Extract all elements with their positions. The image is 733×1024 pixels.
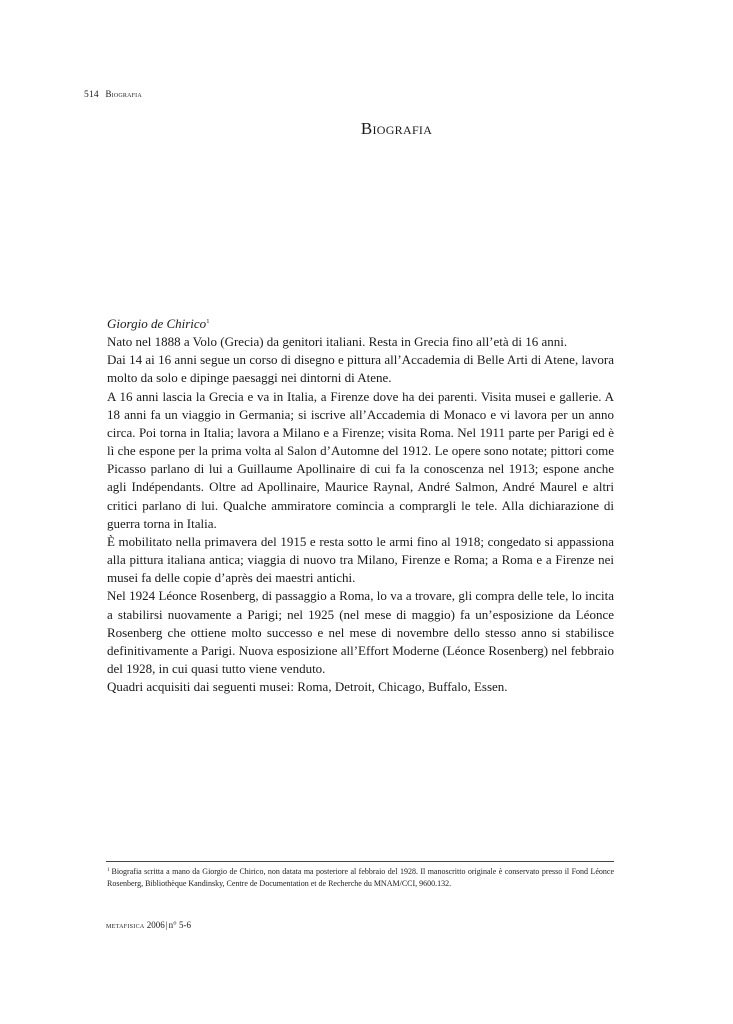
footer-separator: | <box>165 920 168 930</box>
footnote-number: 1 <box>107 868 110 873</box>
running-head-section: Biografia <box>105 89 142 99</box>
page-number: 514 <box>84 90 99 100</box>
journal-name: metafisica <box>106 921 145 930</box>
journal-issue: n° 5-6 <box>168 920 191 930</box>
paragraph-4: È mobilitato nella primavera del 1915 e resta sotto le armi fino al 1918; congedato si appassiona alla pittura italiana antica; viaggia di nuovo tra Milano, Firenze e Roma; a Roma e a Firenze nei musei fa delle copie d’après dei maestri antichi. <box>107 533 614 586</box>
paragraph-5: Nel 1924 Léonce Rosenberg, di passaggio a Roma, lo va a trovare, gli compra delle tele, lo incita a stabilirsi nuovamente a Parigi; nel 1925 (nel mese di maggio) fa un’esposizione da Léonce Rosenberg che ottiene molto successo e nel mese di novembre dello stesso anno si stabilisce definitivamente a Parigi. Nuova esposizione all’Effort Moderne (Léonce Rosenberg) nel febbraio del 1928, in cui quasi tutto viene venduto. <box>107 588 614 676</box>
paragraph-3: A 16 anni lascia la Grecia e va in Italia, a Firenze dove ha dei parenti. Visita musei e gallerie. A 18 anni fa un viaggio in Germania; si iscrive all’Accademia di Monaco e vi lavora per un anno circa. Poi torna in Italia; lavora a Milano e a Firenze; visita Roma. Nel 1911 parte per Parigi ed è lì che espone per la prima volta al Salon d’Automne del 1912. Le opere sono notate; pittori come Picasso parlano di lui a Guillaume Apollinaire di cui fa la conoscenza nel 1913; espone anche agli Indépendants. Oltre ad Apollinaire, Maurice Raynal, André Salmon, André Maurel e altri critici parlano di lui. Qualche ammiratore comincia a comprargli le tele. Alla dichiarazione di guerra torna in Italia. <box>107 388 614 531</box>
paragraph-6: Quadri acquisiti dai seguenti musei: Roma, Detroit, Chicago, Buffalo, Essen. <box>107 679 508 695</box>
paragraph-1: Nato nel 1888 a Volo (Grecia) da genitori italiani. Resta in Grecia fino all’età di 16 anni. <box>107 334 568 350</box>
biography-body <box>107 313 614 696</box>
running-head <box>84 89 142 100</box>
author-name-text: Giorgio de Chirico <box>107 316 207 331</box>
page-title: Biografia <box>360 119 433 138</box>
page-footer <box>106 920 191 930</box>
footnote-divider <box>106 861 614 862</box>
footnote-ref[interactable]: 1 <box>206 318 210 325</box>
footnote <box>107 865 614 890</box>
author-name <box>107 313 614 333</box>
paragraph-2: Dai 14 ai 16 anni segue un corso di disegno e pittura all’Accademia di Belle Arti di Atene, lavora molto da solo e dipinge paesaggi nei dintorni di Atene. <box>107 352 614 386</box>
journal-year: 2006 <box>146 920 165 930</box>
footnote-text: Biografia scritta a mano da Giorgio de Chirico, non datata ma posteriore al febbraio del 1928. Il manoscritto originale è conservato presso il Fond Léonce Rosenberg, Bibliothèque Kandinsky, Centre de Documentation et de Recherche du MNAM/CCI, 9600.132. <box>107 867 614 888</box>
